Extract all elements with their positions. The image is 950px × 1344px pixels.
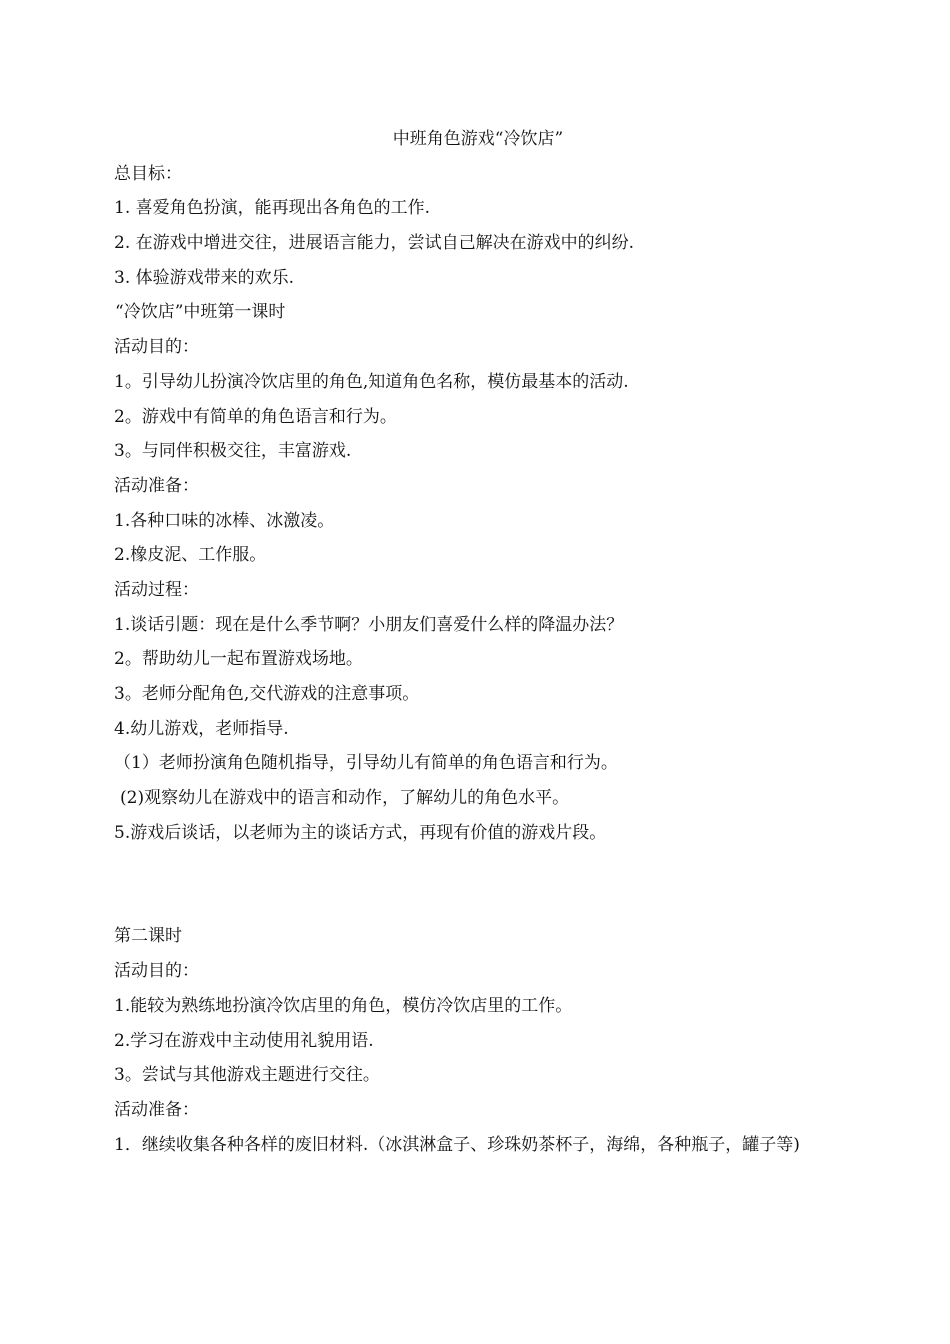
lesson2-preparation-heading: 活动准备： [114,1099,199,1120]
document-title: 中班角色游戏“冷饮店” [392,129,564,149]
lesson1-objective-item: 1。引导幼儿扮演冷饮店里的角色,知道角色名称，模仿最基本的活动. [114,371,629,392]
overall-goal-item: 1. 喜爱角色扮演，能再现出各角色的工作. [114,198,431,219]
document-body [114,122,838,1162]
overall-goal-item: 2. 在游戏中增进交往，进展语言能力，尝试自己解决在游戏中的纠纷. [114,233,635,254]
lesson1-objective-item: 2。游戏中有简单的角色语言和行为。 [114,406,397,427]
overall-goal-item: 3. 体验游戏带来的欢乐. [114,267,295,288]
lesson2-objective-item: 2.学习在游戏中主动使用礼貌用语. [114,1030,374,1051]
lesson2-objective-item: 1.能较为熟练地扮演冷饮店里的角色，模仿冷饮店里的工作。 [114,995,573,1016]
lesson2-objective-item: 3。尝试与其他游戏主题进行交往。 [114,1065,380,1086]
lesson1-process-item: 1.谈话引题：现在是什么季节啊？小朋友们喜爱什么样的降温办法？ [114,614,624,635]
lesson1-preparation-item: 2.橡皮泥、工作服。 [114,545,267,566]
lesson1-objectives-heading: 活动目的： [114,337,199,358]
lesson1-objective-item: 3。与同伴积极交往，丰富游戏. [114,441,352,462]
section-spacer [114,850,838,919]
lesson1-heading: “冷饮店”中班第一课时 [115,302,286,323]
overall-goal-heading: 总目标： [114,163,182,184]
lesson1-process-item: 2。帮助幼儿一起布置游戏场地。 [114,649,363,670]
lesson2-heading: 第二课时 [114,926,182,947]
lesson1-process-heading: 活动过程： [114,579,199,600]
lesson1-preparation-item: 1.各种口味的冰棒、冰激凌。 [114,510,335,531]
lesson2-preparation-item: 1．继续收集各种各样的废旧材料.（冰淇淋盒子、珍珠奶茶杯子，海绵，各种瓶子，罐子等) [114,1134,800,1155]
lesson2-objectives-heading: 活动目的： [114,961,199,982]
lesson1-process-subitem: （1）老师扮演角色随机指导，引导幼儿有简单的角色语言和行为。 [114,753,618,774]
lesson1-process-item: 4.幼儿游戏，老师指导. [114,718,289,739]
lesson1-process-subitem: (2)观察幼儿在游戏中的语言和动作，了解幼儿的角色水平。 [120,788,570,809]
lesson1-preparation-heading: 活动准备： [114,475,199,496]
lesson1-process-item: 5.游戏后谈话，以老师为主的谈话方式，再现有价值的游戏片段。 [114,822,607,843]
lesson1-process-item: 3。老师分配角色,交代游戏的注意事项。 [114,684,420,704]
